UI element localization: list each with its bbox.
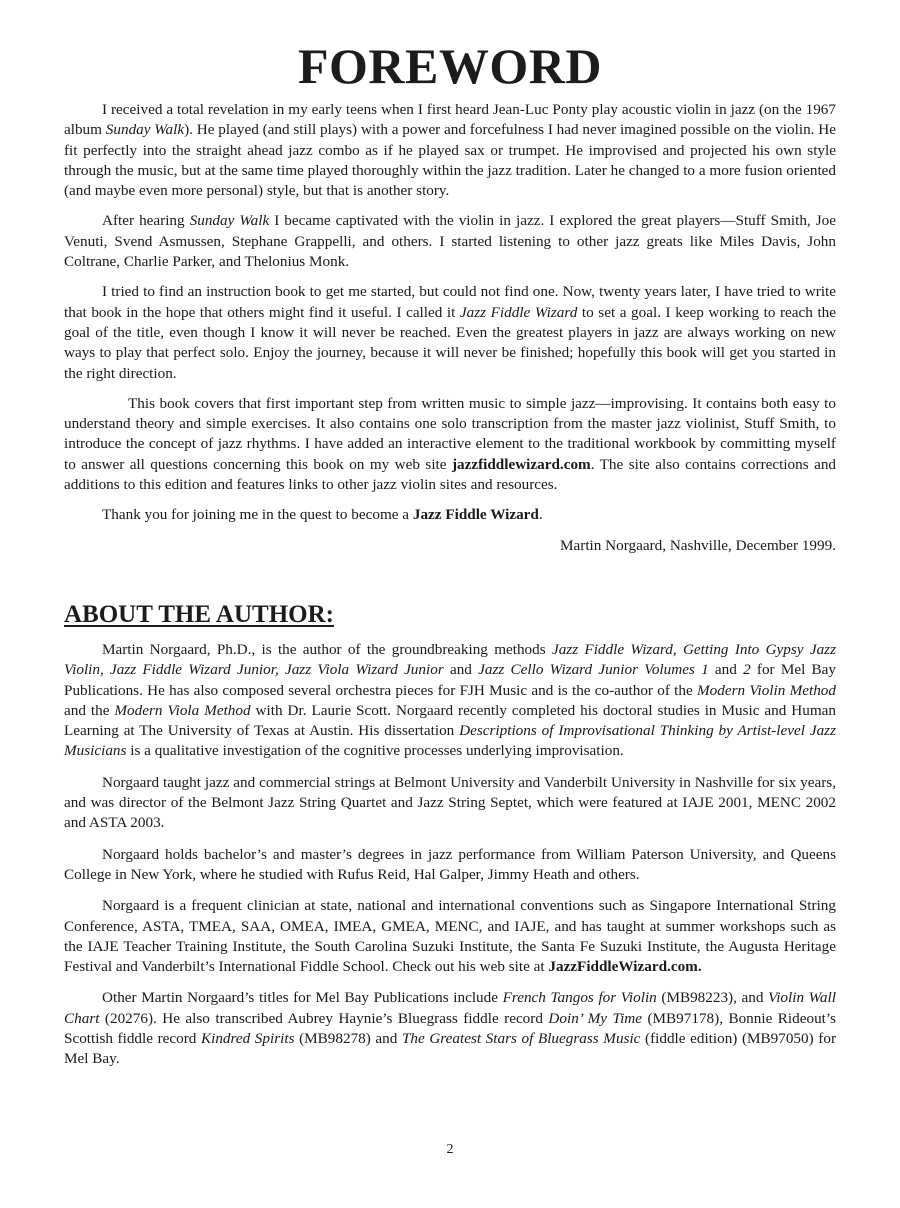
foreword-paragraph-3 (64, 282, 836, 383)
about-p1-i1: Jazz Fiddle Wizard, Getting Into Gypsy Jazz Violin, Jazz Fiddle Wizard Junior, Jazz Viola Wizard Junior (64, 640, 836, 679)
foreword-p2-text-b: I became captivated with the violin in jazz. I explored the great players—Stuff Smith, Joe Venuti, Svend Asmussen, Stephane Grappelli, and others. I started listening to other jazz greats like Miles Davis, John Coltrane, Charlie Parker, and Thelonius Monk. (64, 212, 836, 271)
about-p4-text-a: Norgaard is a frequent clinician at state, national and international conventions such as Singapore International String Conference, ASTA, TMEA, SAA, OMEA, IMEA, GMEA, MENC, and IAJE, and has taught at summer workshops such as the IAJE Teacher Training Institute, the South Carolina Suzuki Institute, the Santa Fe Suzuki Institute, the Augusta Heritage Festival and Vanderbilt’s International Fiddle School. Check out his web site at (64, 897, 836, 976)
about-p1-t2: and (443, 661, 479, 679)
foreword-p1-text-b: ). He played (and still plays) with a power and forcefulness I had never imagined possible on the violin. He fit perfectly into the straight ahead jazz combo as if he played sax or trumpet. He improvised and projected his own style through the music, but at the same time played thoroughly within the jazz tradition. Later he changed to a more fusion oriented (and maybe even more personal) style, but that is another story. (64, 121, 836, 200)
foreword-paragraph-5 (64, 505, 836, 525)
about-p1-i3: 2 (743, 661, 751, 679)
foreword-p5-text-a: Thank you for joining me in the quest to become a (102, 506, 413, 524)
about-p5-i5: The Greatest Stars of Bluegrass Music (401, 1029, 641, 1047)
about-author-section (64, 640, 836, 1070)
foreword-p5-text-b: . (538, 506, 543, 524)
about-p5-i2: Violin Wall Chart (64, 989, 836, 1027)
foreword-p4-website: jazzfiddlewizard.com (451, 455, 591, 473)
about-paragraph-2: Norgaard taught jazz and commercial strings at Belmont University and Vanderbilt University in Nashville for six years, and was director of the Belmont Jazz String Quartet and Jazz String Septet, which were featured at IAJE 2001, MENC 2002 and ASTA 2003. (64, 773, 836, 832)
foreword-p1-text-a: I received a total revelation in my early teens when I first heard Jean-Luc Ponty play acoustic violin in jazz (on the 1967 album (64, 101, 836, 139)
about-paragraph-1 (64, 640, 836, 762)
about-p5-t1: Other Martin Norgaard’s titles for Mel Bay Publications include (102, 989, 503, 1007)
about-p1-t5: and the (64, 701, 115, 719)
foreword-p3-text-b: to set a goal. I keep working to reach the goal of the title, even though I know it will never be reached. Even the greatest players in jazz are always working on new ways to play that perfect solo. Enjoy the journey, because it will never be finished; hopefully this book will get you started in the right direction. (64, 303, 836, 382)
about-p1-i6: Descriptions of Improvisational Thinking by Artist-level Jazz Musicians (64, 722, 836, 760)
about-p1-i5: Modern Viola Method (114, 701, 251, 719)
about-p5-i3: Doin’ My Time (548, 1009, 643, 1027)
foreword-p2-text-a: After hearing (102, 212, 190, 230)
about-p5-i1: French Tangos for Violin (502, 989, 657, 1007)
foreword-title: FOREWORD (298, 38, 602, 94)
about-p1-t7: is a qualitative investigation of the cognitive processes underlying improvisation. (126, 742, 624, 760)
about-paragraph-3: Norgaard holds bachelor’s and master’s degrees in jazz performance from William Paterson University, and Queens College in New York, where he studied with Rufus Reid, Hal Galper, Jimmy Heath and others. (64, 845, 836, 883)
about-p1-i2: Jazz Cello Wizard Junior Volumes 1 (478, 661, 709, 679)
foreword-p1-album-title: Sunday Walk (105, 121, 185, 139)
about-p5-t2: (MB98223), and (656, 989, 769, 1007)
page-number: 2 (446, 1142, 454, 1157)
foreword-p3-book-title: Jazz Fiddle Wizard (459, 303, 578, 321)
about-p4-website: JazzFiddleWizard.com. (548, 958, 702, 976)
foreword-p5-book-name: Jazz Fiddle Wizard (412, 506, 539, 524)
about-paragraph-5 (64, 988, 836, 1069)
about-p1-t3: and (708, 661, 744, 679)
about-p5-t4: (MB97178), Bonnie Rideout’s Scottish fiddle record (64, 1009, 837, 1047)
about-p1-i4: Modern Violin Method (696, 681, 836, 699)
foreword-paragraph-1 (64, 100, 836, 201)
about-p5-t3: (20276). He also transcribed Aubrey Haynie’s Bluegrass fiddle record (99, 1009, 549, 1027)
foreword-section (64, 100, 836, 556)
foreword-p4-text-b: . The site also contains corrections and additions to this edition and features links to other jazz violin sites and resources. (64, 455, 837, 494)
foreword-paragraph-2 (64, 211, 836, 272)
foreword-paragraph-4 (64, 394, 836, 495)
document-page (64, 38, 836, 1081)
about-author-heading: ABOUT THE AUTHOR: (64, 600, 334, 628)
about-p5-t5: (MB98278) and (294, 1029, 402, 1047)
foreword-p3-text-a: I tried to find an instruction book to get me started, but could not find one. Now, twenty years later, I have tried to write that book in the hope that others might find it useful. I called it (64, 283, 836, 321)
about-paragraph-4 (64, 896, 836, 977)
about-p5-t6: (fiddle edition) (MB97050) for Mel Bay. (64, 1029, 836, 1068)
about-p1-t6: with Dr. Laurie Scott. Norgaard recently completed his doctoral studies in Music and Human Learning at The University of Texas at Austin. His dissertation (64, 701, 836, 740)
foreword-signature: Martin Norgaard, Nashville, December 1999. (560, 536, 836, 554)
foreword-p2-album-title: Sunday Walk (189, 212, 270, 230)
foreword-p4-text-a: This book covers that first important step from written music to simple jazz—improvising. It contains both easy to understand theory and simple exercises. It also contains one solo transcription from the master jazz violinist, Stuff Smith, to introduce the concept of jazz rhythms. I have added an interactive element to the traditional workbook by committing myself to answer all questions concerning this book on my web site (64, 394, 836, 473)
about-p5-i4: Kindred Spirits (200, 1029, 295, 1047)
about-p1-t1: Martin Norgaard, Ph.D., is the author of the groundbreaking methods (102, 640, 552, 658)
about-p1-t4: for Mel Bay Publications. He has also composed several orchestra pieces for FJH Music and is the co-author of the (64, 661, 836, 699)
